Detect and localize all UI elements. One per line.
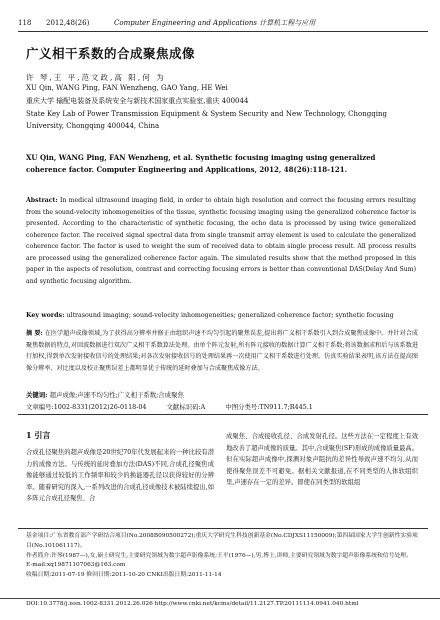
header-rule xyxy=(18,31,428,32)
keywords-en-label: Key words: xyxy=(26,312,65,319)
classification-line xyxy=(26,402,426,411)
footer-rule xyxy=(0,598,440,599)
body-column-left: 合成孔径聚焦的超声成像是20世纪70年代发展起来的一种比较有潜力的成像方法。与传统的延时叠加方法(DAS)不同,合成孔径聚焦成像能够通过较低的工作频率和较少的换能器孔径以获得较好的分辨率。随着研究的深入,一系列改进的合成孔径成像技术被陆续提出,如多阵元合成孔径聚焦、合 xyxy=(26,449,214,502)
author-note: 作者简介:许琴(1987—),女,硕士研究生,主要研究领域为数字超声影像系统;王平(1976—),男,博士,讲师,主要研究领域为数字超声影像系统和信号处理。E-mail:xq19871107063@163.com xyxy=(26,552,412,569)
keywords-en-text: ultrasound imaging; sound-velocity inhomogeneities; generalized coherence factor; synthetic focusing xyxy=(66,312,394,319)
abstract-cn-label: 摘 要: xyxy=(26,330,43,337)
body-column-right: 成聚焦、合成接收孔径、合成发射孔径。这些方法在一定程度上有效地改善了超声成像的质量。其中,合成聚焦(SF)形成的成像质量最高。但在实际超声成像中,探测对象声阻抗的差异性导致声速不均匀,从而使得聚焦误差不可避免。据相关文献报道,在不同类型的人体软组织里,声速存在一定的差异。即使在同类型的软组组 xyxy=(226,433,418,486)
dates-note: 收稿日期:2011-07-19 修回日期:2011-10-20 CNKI出版日期:2011-11-14 xyxy=(26,572,222,579)
abstract-cn xyxy=(26,328,418,374)
keywords-cn xyxy=(26,390,416,401)
journal-title: Computer Engineering and Applications 计算机工程与应用 xyxy=(114,19,316,27)
paper-title: 广义相干系数的合成聚焦成像 xyxy=(26,46,196,61)
footnote-rule xyxy=(18,528,428,529)
section-heading: 1 引言 xyxy=(26,430,51,440)
article-number: 文章编号:1002-8331(2012)26-0118-04 xyxy=(26,403,147,411)
clc-number: 中图分类号:TN911.7;R445.1 xyxy=(225,403,313,411)
keywords-en xyxy=(26,310,416,321)
footnote xyxy=(26,532,418,581)
abstract-en-label: Abstract: xyxy=(26,197,58,204)
running-header xyxy=(18,16,428,30)
abstract-en-text: In medical ultrasound imaging field, in order to obtain high resolution and correct the focusing errors resulting from the sound-velocity inhomogeneities of the tissue, synthetic focusing imaging using the generalized coherence factor is presented. According to the characteristic of synthetic focusing, the echo data is processed by using twice generalized coherence factor. The received signal spectral data from single transmit array element is used to calculate the generalized coherence factor. The factor is used to weight the sum of received data to obtain single process result. All process results are processed using the generalized coherence factor again. The simulated results show that the method proposed in this paper in the aspects of resolution, contrast and correcting focusing errors is better than conventional DAS(Delay And Sum) and synthetic focusing algorithm. xyxy=(26,197,416,285)
authors-cn: 许 琴,王 平,范文政,高 阳,何 为 xyxy=(26,73,166,82)
document-code: 文献标识码:A xyxy=(166,403,206,411)
keywords-cn-text: 超声成像;声速不均匀性;广义相干系数;合成聚焦 xyxy=(49,391,184,399)
affiliation-cn: 重庆大学 输配电装备及系统安全与新技术国家重点实验室,重庆 400044 xyxy=(26,97,249,105)
journal-issue: 2012,48(26) xyxy=(46,19,90,27)
funding-note: 基金项目:广东省教育部产学研结合项目(No.2008B090500272);重庆大学研究生科技创新基金(No.CDJXS11150009);第四届国家大学生创新性实验项目(No.101061117)。 xyxy=(26,533,418,549)
abstract-rule xyxy=(18,414,428,415)
citation: XU Qin, WANG Ping, FAN Wenzheng, et al. Synthetic focusing imaging using generalized coherence factor. Computer Engineering and Applications, 2012, 48(26):118-121. xyxy=(26,153,376,174)
abstract-en xyxy=(26,195,416,287)
keywords-cn-label: 关键词: xyxy=(26,391,48,399)
footer-doi: DOI:10.3778/j.issn.1002-8331.2012.26.026 http://www.cnki.net/kcms/detail/11.2127.TP.20111114.0941.040.html xyxy=(26,601,359,607)
abstract-cn-text: 在医学超声成像领域,为了获得高分辨率并修正由组织声速不均匀引起的聚焦误差,提出将广义相干系数引入到合成聚焦成像中。并针对合成聚焦数据的特点,对回波数据进行双次广义相干系数算法处理。由单个阵元发射,所有阵元接收的数据计算广义相干系数;将该数据求和后与该系数进行加权,得到单次发射接收信号的处理结果;对各次发射接收信号的处理结果再一次使用广义相干系数进行处理。仿真实验结果表明,该方法在提高图像分辨率、对比度以及校正聚焦误差上都明显优于传统的延时叠加与合成聚焦成像方法。 xyxy=(26,330,419,372)
affiliation-en: State Key Lab of Power Transmission Equipment & System Security and New Technology, Chongqing University, Chongqing 400044, China xyxy=(26,110,387,130)
authors-en: XU Qin, WANG Ping, FAN Wenzheng, GAO Yang, HE Wei xyxy=(26,84,228,92)
page-number: 118 xyxy=(18,19,32,27)
